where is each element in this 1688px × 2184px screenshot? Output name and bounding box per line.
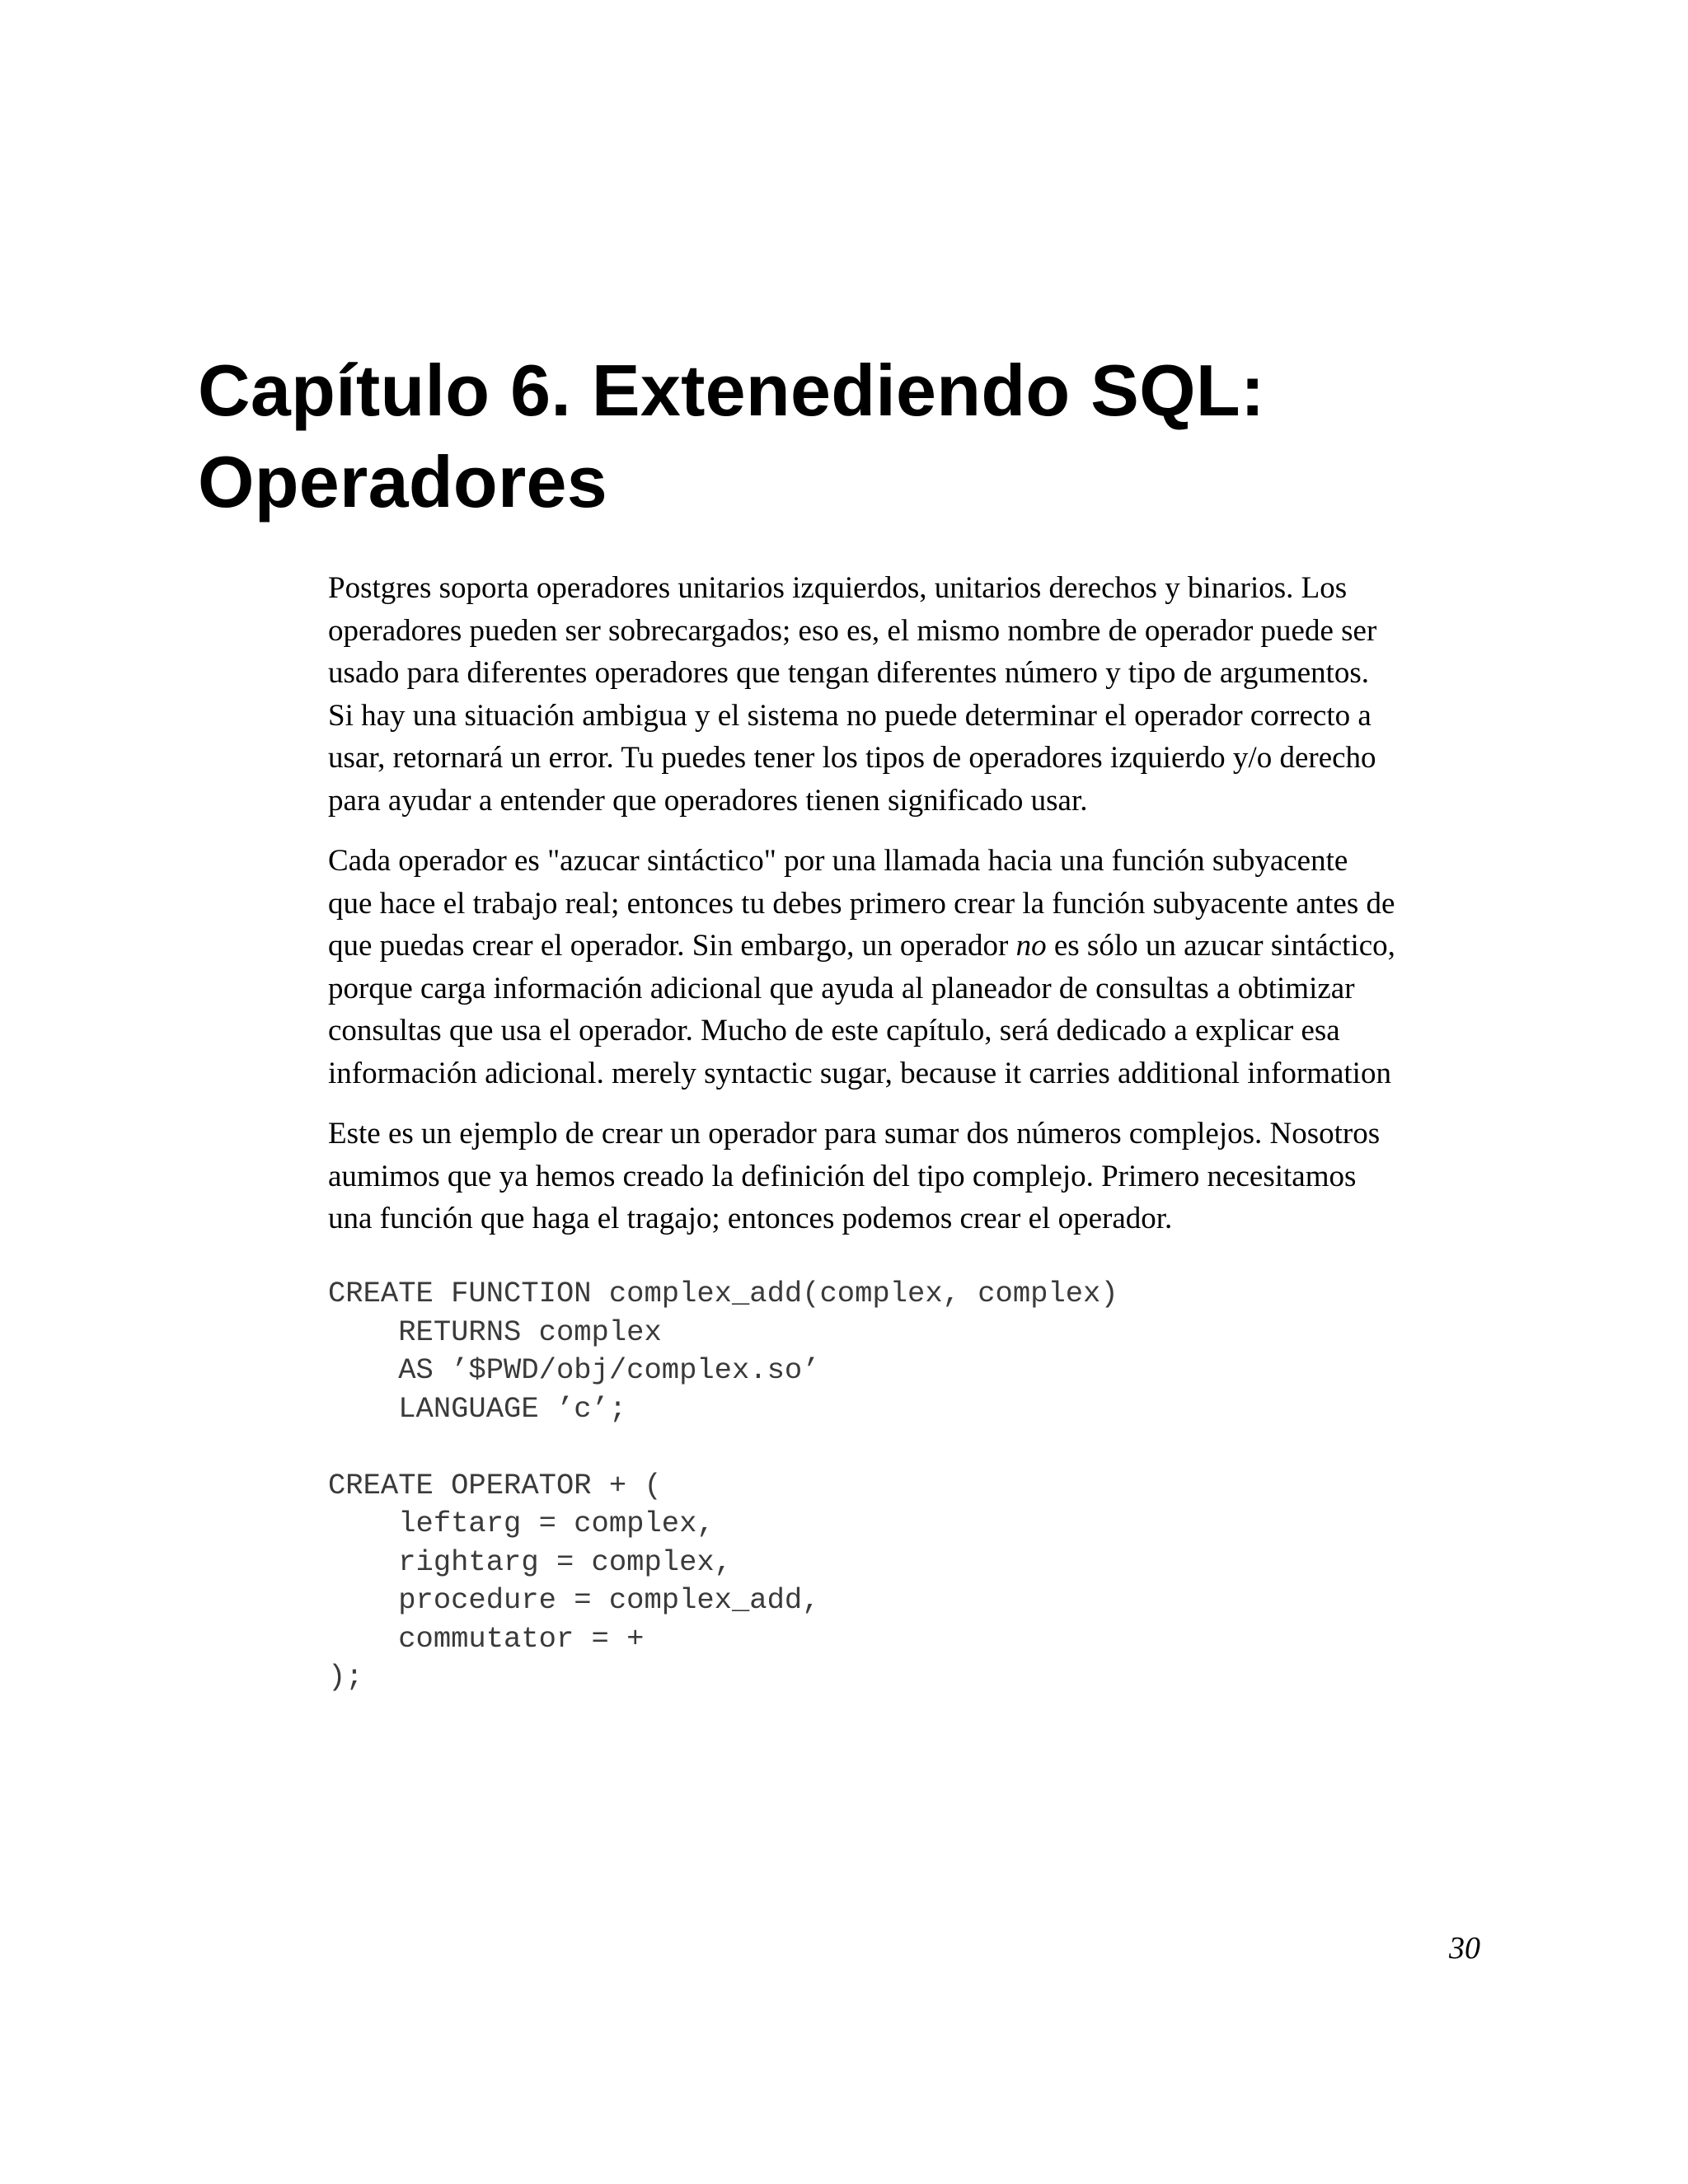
text-line: que hace el trabajo real; entonces tu debes primero crear la función subyacente antes de xyxy=(328,886,1395,921)
chapter-title xyxy=(198,344,1517,527)
text-line: Este es un ejemplo de crear un operador para sumar dos números complejos. Nosotros xyxy=(328,1117,1381,1151)
text-line: Si hay una situación ambigua y el sistema no puede determinar el operador correcto a xyxy=(328,698,1372,733)
text-line: operadores pueden ser sobrecargados; eso es, el mismo nombre de operador puede ser xyxy=(328,613,1377,648)
code-line: rightarg = complex, xyxy=(328,1544,732,1579)
paragraph-example xyxy=(328,1113,1498,1240)
code-line-blank xyxy=(328,1428,1118,1467)
code-line: leftarg = complex, xyxy=(328,1507,715,1540)
body-text xyxy=(328,567,1498,1258)
text-line: usar, retornará un error. Tu puedes tener los tipos de operadores izquierdo y/o derecho xyxy=(328,741,1376,775)
code-line: procedure = complex_add, xyxy=(328,1583,820,1617)
code-line: RETURNS complex xyxy=(328,1315,662,1349)
code-block xyxy=(328,1275,1118,1697)
chapter-title-line: Capítulo 6. Extenediendo SQL: xyxy=(198,349,1265,431)
text-line: para ayudar a entender que operadores tienen significado usar. xyxy=(328,783,1088,818)
text-line: Postgres soporta operadores unitarios izquierdos, unitarios derechos y binarios. Los xyxy=(328,571,1348,605)
chapter-title-line: Operadores xyxy=(198,441,607,523)
code-line: CREATE OPERATOR + ( xyxy=(328,1468,662,1502)
code-line: ); xyxy=(328,1660,363,1694)
text-line: porque carga información adicional que ayuda al planeador de consultas a obtimizar xyxy=(328,971,1355,1005)
code-line: AS ’$PWD/obj/complex.so’ xyxy=(328,1353,820,1387)
paragraph-intro xyxy=(328,567,1498,822)
emphasis-text: no xyxy=(1015,929,1047,963)
text-line xyxy=(328,925,1498,968)
text-line: Cada operador es "azucar sintáctico" por una llamada hacia una función subyacente xyxy=(328,844,1348,878)
code-line: CREATE FUNCTION complex_add(complex, complex) xyxy=(328,1277,1118,1310)
page-number: 30 xyxy=(1449,1931,1480,1966)
text-line: usado para diferentes operadores que tengan diferentes número y tipo de argumentos. xyxy=(328,656,1370,690)
text-segment: que puedas crear el operador. Sin embargo, un operador xyxy=(328,929,1016,963)
text-line: información adicional. merely syntactic sugar, because it carries additional information xyxy=(328,1056,1391,1090)
text-segment: es sólo un azucar sintáctico, xyxy=(1046,929,1395,963)
text-line: una función que haga el tragajo; entonces podemos crear el operador. xyxy=(328,1202,1173,1235)
code-line: LANGUAGE ’c’; xyxy=(328,1391,627,1426)
text-line: aumimos que ya hemos creado la definición del tipo complejo. Primero necesitamos xyxy=(328,1159,1357,1193)
text-line: consultas que usa el operador. Mucho de este capítulo, será dedicado a explicar esa xyxy=(328,1014,1340,1047)
paragraph-syntactic-sugar xyxy=(328,840,1498,1094)
code-line: commutator = + xyxy=(328,1621,645,1656)
